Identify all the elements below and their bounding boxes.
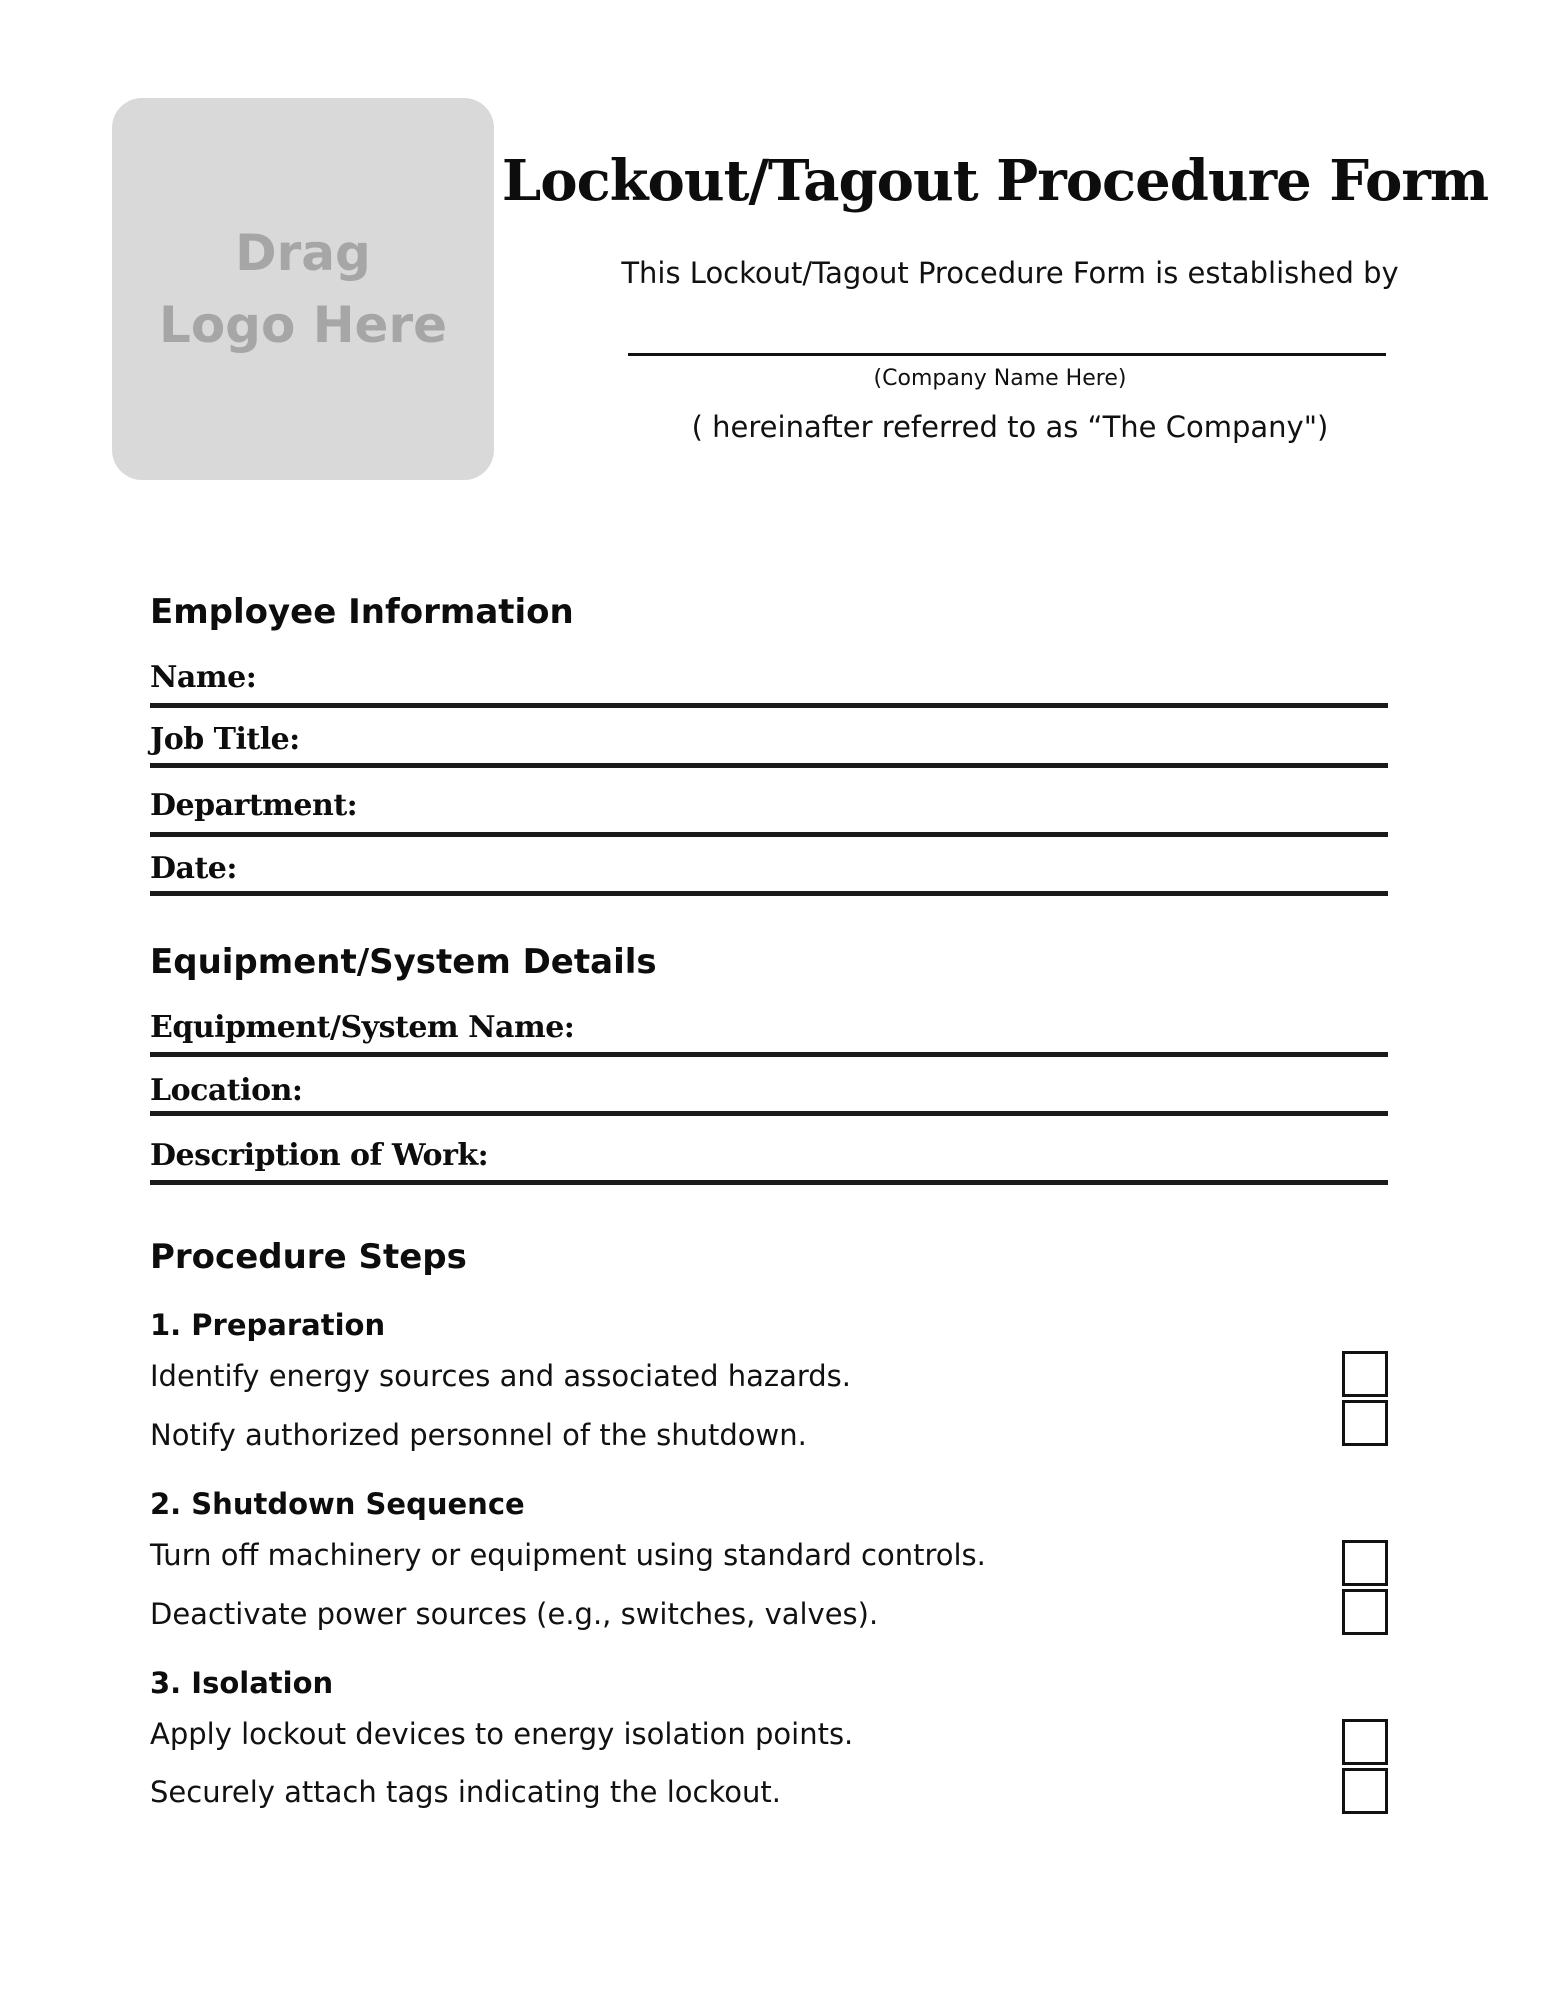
department-label: Department: <box>150 788 358 823</box>
step-2-item-2: Deactivate power sources (e.g., switches, valves). <box>150 1597 879 1631</box>
step-3-item-1: Apply lockout devices to energy isolation points. <box>150 1717 854 1751</box>
logo-placeholder-line1: Drag <box>235 224 371 282</box>
name-field[interactable] <box>150 703 1388 708</box>
step-1-item-1: Identify energy sources and associated hazards. <box>150 1359 851 1393</box>
date-field[interactable] <box>150 891 1388 896</box>
equipment-heading: Equipment/System Details <box>150 942 657 982</box>
step-2-item-1-checkbox[interactable] <box>1342 1540 1388 1586</box>
step-3-title: 3. Isolation <box>150 1666 334 1700</box>
step-3-item-1-checkbox[interactable] <box>1342 1719 1388 1765</box>
hereinafter-text: ( hereinafter referred to as “The Company") <box>691 410 1329 444</box>
logo-placeholder-line2: Logo Here <box>158 296 448 354</box>
step-1-item-1-checkbox[interactable] <box>1342 1351 1388 1397</box>
department-field[interactable] <box>150 832 1388 837</box>
company-name-line[interactable] <box>628 353 1386 356</box>
step-3-item-2: Securely attach tags indicating the lockout. <box>150 1775 781 1809</box>
step-1-item-2: Notify authorized personnel of the shutdown. <box>150 1418 807 1452</box>
equipment-name-label: Equipment/System Name: <box>150 1010 575 1045</box>
date-label: Date: <box>150 851 237 886</box>
company-name-caption: (Company Name Here) <box>873 366 1127 391</box>
step-2-item-2-checkbox[interactable] <box>1342 1589 1388 1635</box>
procedure-heading: Procedure Steps <box>150 1237 467 1277</box>
name-label: Name: <box>150 660 257 695</box>
employee-info-heading: Employee Information <box>150 592 574 632</box>
subtitle: This Lockout/Tagout Procedure Form is established by <box>621 256 1399 290</box>
location-label: Location: <box>150 1073 303 1108</box>
location-field[interactable] <box>150 1111 1388 1116</box>
page-title: Lockout/Tagout Procedure Form <box>501 148 1489 214</box>
step-2-item-1: Turn off machinery or equipment using standard controls. <box>150 1538 986 1572</box>
step-1-title: 1. Preparation <box>150 1308 386 1342</box>
description-field[interactable] <box>150 1180 1388 1185</box>
job-title-field[interactable] <box>150 763 1388 768</box>
logo-placeholder[interactable] <box>112 98 494 480</box>
step-3-item-2-checkbox[interactable] <box>1342 1768 1388 1814</box>
description-label: Description of Work: <box>150 1138 489 1173</box>
job-title-label: Job Title: <box>150 722 300 757</box>
step-2-title: 2. Shutdown Sequence <box>150 1487 525 1521</box>
equipment-name-field[interactable] <box>150 1052 1388 1057</box>
step-1-item-2-checkbox[interactable] <box>1342 1400 1388 1446</box>
